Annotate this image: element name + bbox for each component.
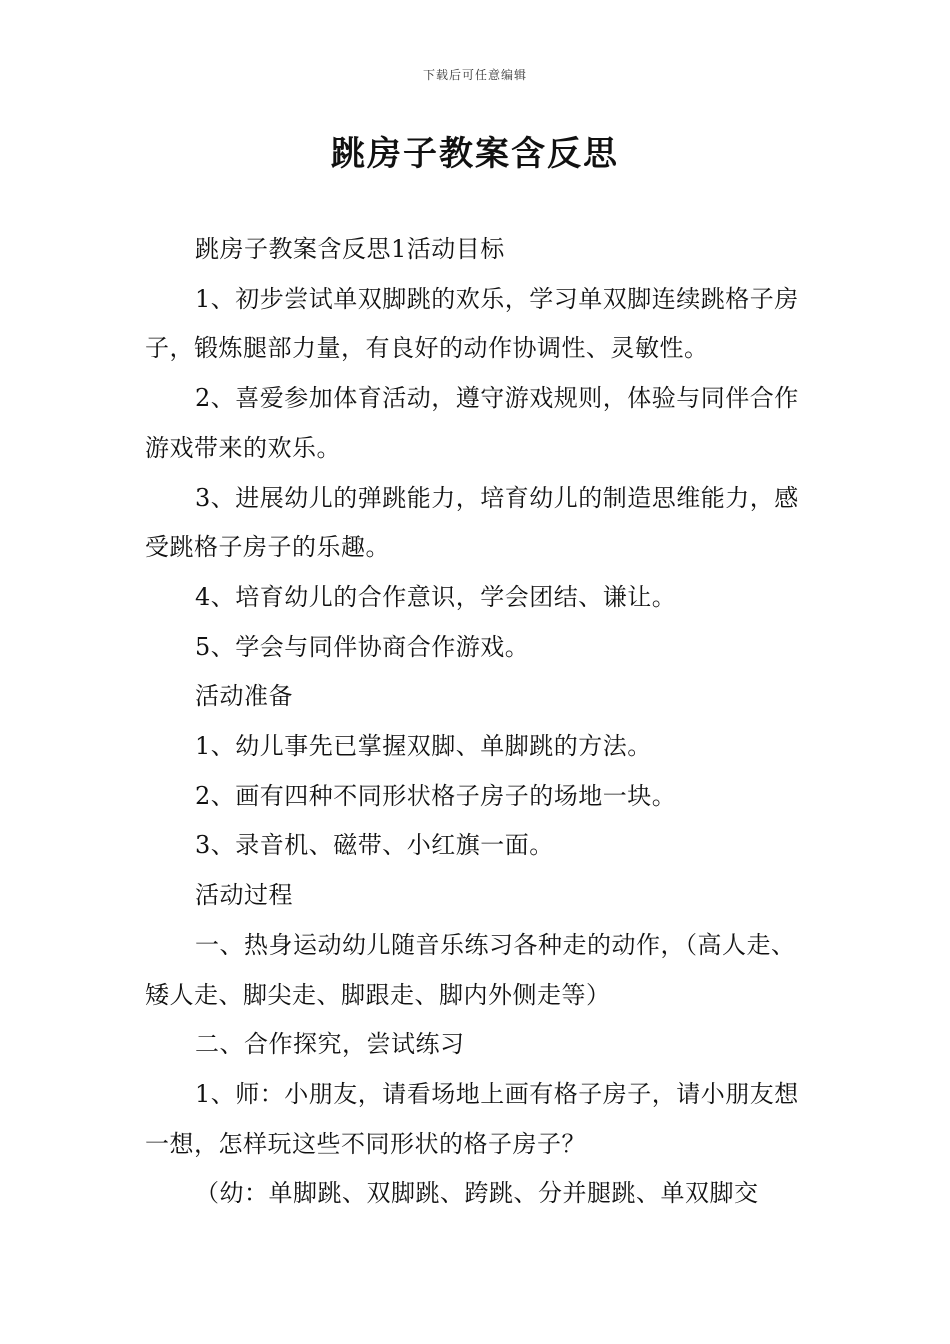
paragraph-goal-4: 4、培育幼儿的合作意识，学会团结、谦让。 bbox=[195, 582, 677, 611]
paragraph-process-2: 二、合作探究，尝试练习 bbox=[195, 1030, 465, 1059]
paragraph-preparation-2: 2、画有四种不同形状格子房子的场地一块。 bbox=[195, 781, 677, 810]
header-note: 下载后可任意编辑 bbox=[422, 68, 527, 82]
paragraph-section-heading-process: 活动过程 bbox=[195, 881, 293, 910]
document-title: 跳房子教案含反思 bbox=[331, 134, 619, 174]
document-body bbox=[145, 225, 810, 1219]
paragraph-process-3: 1、师：小朋友，请看场地上画有格子房子，请小朋友想一想，怎样玩这些不同形状的格子房子？ bbox=[145, 1079, 799, 1158]
paragraph-preparation-1: 1、幼儿事先已掌握双脚、单脚跳的方法。 bbox=[195, 732, 652, 761]
paragraph-goal-3: 3、进展幼儿的弹跳能力，培育幼儿的制造思维能力，感受跳格子房子的乐趣。 bbox=[145, 483, 799, 562]
paragraph-process-4: （幼：单脚跳、双脚跳、跨跳、分并腿跳、单双脚交 bbox=[195, 1179, 759, 1208]
paragraph-goal-2: 2、喜爱参加体育活动，遵守游戏规则，体验与同伴合作游戏带来的欢乐。 bbox=[145, 384, 799, 462]
paragraph-goal-1: 1、初步尝试单双脚跳的欢乐，学习单双脚连续跳格子房子，锻炼腿部力量，有良好的动作协调性、灵敏性。 bbox=[145, 284, 799, 363]
paragraph-goal-5: 5、学会与同伴协商合作游戏。 bbox=[195, 632, 530, 661]
paragraph-process-1: 一、热身运动幼儿随音乐练习各种走的动作，（高人走、矮人走、脚尖走、脚跟走、脚内外侧走等） bbox=[145, 930, 796, 1009]
paragraph-section-heading-preparation: 活动准备 bbox=[195, 682, 293, 711]
paragraph-section-heading-goals: 跳房子教案含反思1活动目标 bbox=[195, 235, 505, 263]
paragraph-preparation-3: 3、录音机、磁带、小红旗一面。 bbox=[195, 831, 554, 860]
